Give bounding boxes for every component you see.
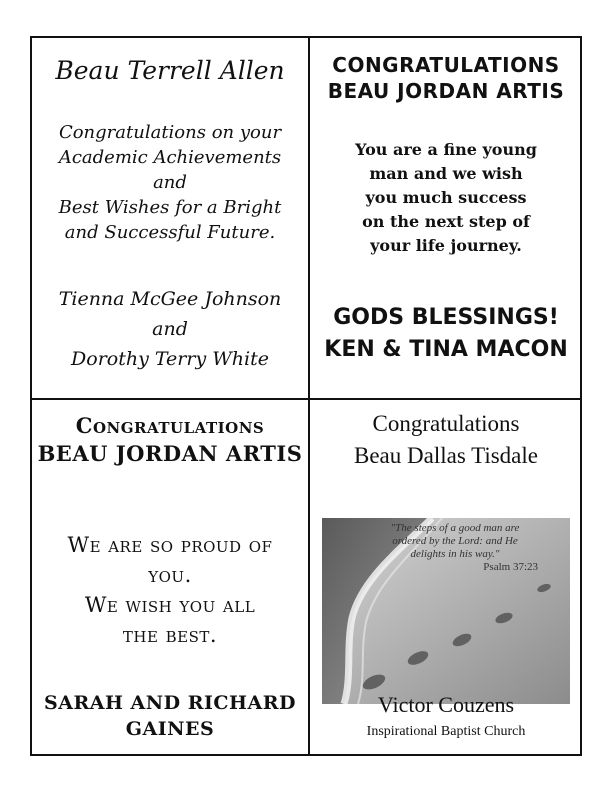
message-line: Academic Achievements and xyxy=(58,147,282,193)
signature-name: Victor Couzens xyxy=(377,692,515,717)
message-line: you. xyxy=(148,563,192,587)
card-title xyxy=(310,408,582,472)
quote-reference: Psalm 37:23 xyxy=(483,561,538,573)
card-beau-jordan-artis-macon xyxy=(310,38,582,398)
signature-line: Dorothy Terry White xyxy=(71,348,269,370)
message-line: Congratulations on your xyxy=(58,122,282,143)
title-line: BEAU JORDAN ARTIS xyxy=(37,441,303,466)
card-title xyxy=(310,52,582,104)
title-line: CONGRATULATIONS xyxy=(332,53,560,77)
scripture-quote xyxy=(360,522,550,574)
message-line: Best Wishes for a Bright xyxy=(58,197,282,218)
signature-line: KEN & TINA MACON xyxy=(324,337,568,362)
card-signature xyxy=(310,302,582,366)
card-beau-jordan-artis-gaines xyxy=(32,400,308,756)
message-line: your life journey. xyxy=(370,236,522,255)
card-signature xyxy=(32,284,308,374)
message-line: We are so proud of xyxy=(67,533,273,557)
signature-line: and xyxy=(152,318,188,340)
card-message xyxy=(40,530,300,650)
message-line: on the next step of xyxy=(362,212,530,231)
quote-line: ordered by the Lord: and He xyxy=(392,535,518,547)
message-line: you much success xyxy=(365,188,527,207)
message-line: You are a fine young xyxy=(355,140,537,159)
signature-line: GAINES xyxy=(125,718,215,740)
beach-footprints-image xyxy=(322,518,570,704)
church-name: Inspirational Baptist Church xyxy=(366,724,526,739)
card-message xyxy=(320,138,572,258)
signature-line: Tienna McGee Johnson xyxy=(58,288,282,310)
message-line: man and we wish xyxy=(369,164,523,183)
message-line: We wish you all xyxy=(84,593,256,617)
card-title: Beau Terrell Allen xyxy=(55,56,285,85)
title-line: Beau Dallas Tisdale xyxy=(354,443,538,468)
title-line: Congratulations xyxy=(372,411,520,436)
signature-line: SARAH AND RICHARD xyxy=(43,692,297,714)
cards-grid xyxy=(30,36,582,756)
title-line: Congratulations xyxy=(75,413,265,438)
card-signature xyxy=(42,690,298,742)
card-beau-terrell-allen xyxy=(32,38,308,398)
card-title xyxy=(32,412,308,468)
quote-line: "The steps of a good man are xyxy=(390,522,520,534)
card-beau-dallas-tisdale xyxy=(310,400,582,756)
quote-line: delights in his way." xyxy=(410,548,500,560)
message-line: the best. xyxy=(122,623,218,647)
message-line: and Successful Future. xyxy=(64,222,276,243)
signature-line: GODS BLESSINGS! xyxy=(333,305,559,330)
title-line: BEAU JORDAN ARTIS xyxy=(327,79,565,103)
card-message xyxy=(46,120,294,245)
